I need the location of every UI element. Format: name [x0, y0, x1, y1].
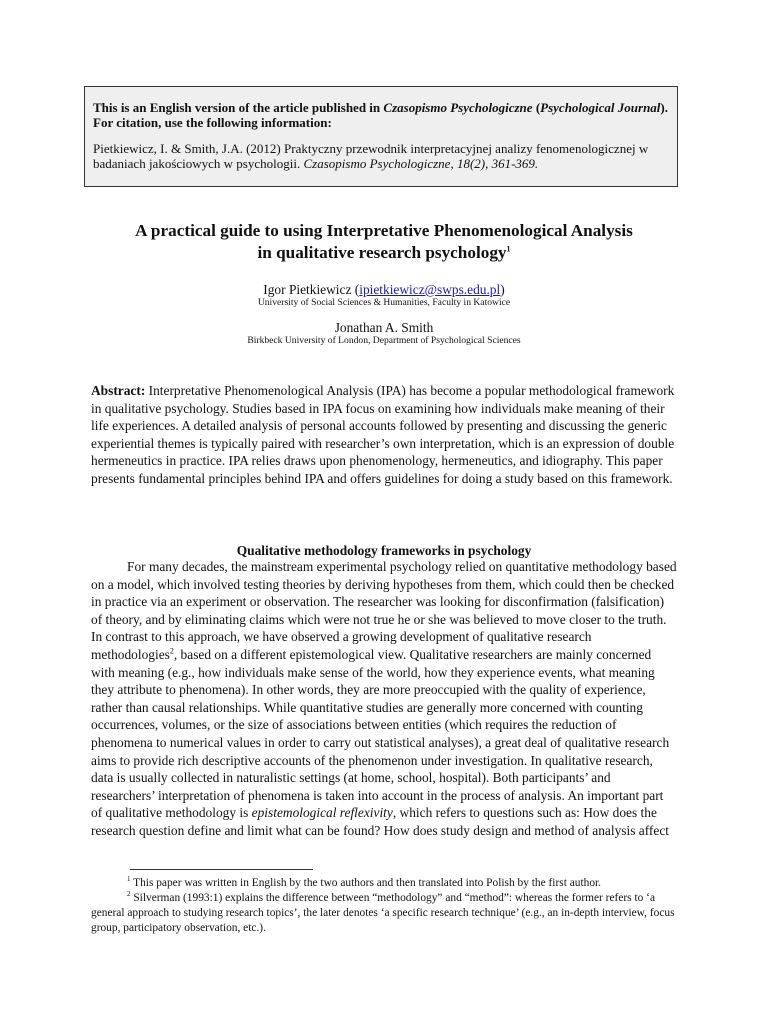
author-1 — [0, 282, 768, 298]
citation-journal: Czasopismo Psychologiczne, 18(2), 361-369. — [303, 156, 539, 171]
title-line-2 — [0, 242, 768, 264]
author-1-affiliation: University of Social Sciences & Humanities, Faculty in Katowice — [257, 297, 511, 308]
citation-notice-box — [84, 86, 678, 187]
notice-text: This is an English version of the article published in — [93, 100, 384, 115]
citation-reference: Pietkiewicz, I. & Smith, J.A. (2012) Praktyczny przewodnik interpretacyjnej analizy fenomenologicznej w badaniach jakościowych w psychologii. — [93, 141, 649, 171]
footnote-2-marker: 2 — [127, 890, 131, 899]
title-line-1: A practical guide to using Interpretative Phenomenological Analysis — [135, 221, 633, 240]
abstract-text: Interpretative Phenomenological Analysis (IPA) has become a popular methodological framework in qualitative psychology. Studies based in IPA focus on examining how individuals make meaning of their life experiences. A detailed analysis of personal accounts followed by presenting and discussing the generic experiential themes is typically paired with researcher’s own interpretation, which is an expression of double hermeneutics in practice. IPA relies draws upon phenomenology, hermeneutics, and idiography. This paper presents fundamental principles behind IPA and offers guidelines for doing a study based on this framework. — [91, 383, 675, 486]
footnotes — [91, 876, 677, 936]
author-1-name: Igor Pietkiewicz ( — [263, 282, 360, 297]
paragraph-footnote-marker[interactable]: 2 — [169, 646, 174, 656]
notice-journal-name: Czasopismo Psychologiczne — [383, 100, 533, 115]
citation-text — [93, 141, 669, 171]
abstract-label: Abstract: — [91, 383, 146, 398]
title-line-2-text: in qualitative research psychology — [257, 243, 507, 262]
notice-line-2: For citation, use the following information: — [93, 115, 332, 130]
title-footnote-marker[interactable]: 1 — [506, 244, 511, 254]
paragraph-text: , which refers to questions such as: How does the research question define and limit what can be found? How does study design and method of analysis affect — [91, 805, 669, 838]
footnote-2-text: Silverman (1993:1) explains the difference between “methodology” and “method”: whereas the former refers to ‘a general approach to studying research topics’, the later denotes ‘a specific research technique’ (e.g., an in-depth interview, focus group, participatory observation, etc.). — [91, 892, 675, 934]
footnote-2 — [91, 891, 677, 936]
section-heading: Qualitative methodology frameworks in psychology — [236, 543, 532, 558]
notice-journal-name-english: Psychological Journal — [540, 100, 661, 115]
footnote-1-marker: 1 — [127, 875, 131, 884]
section-paragraph — [91, 558, 677, 840]
paragraph-italic-term: epistemological reflexivity — [251, 805, 393, 821]
footnote-1 — [91, 876, 677, 891]
footnote-separator — [130, 869, 313, 870]
paragraph-text: , based on a different epistemological view. Qualitative researchers are mainly concerned with meaning (e.g., how individuals make sense of the world, how they experience events, what meaning they attribute to phenomena). In other words, they are more preoccupied with the quality of experience, rather than causal relationships. While quantitative studies are generally more concerned with counting occurrences, volumes, or the size of associations between entities (which requires the reduction of phenomena to numerical values in order to carry out statistical analyses), a great deal of qualitative research aims to provide rich descriptive accounts of the phenomenon under investigation. In qualitative research, data is usually collected in naturalistic settings (at home, school, hospital). Both participants’ and researchers’ interpretation of phenomena is taken into account in the process of analysis. An important part of qualitative methodology is — [91, 646, 670, 821]
author-2-affiliation: Birkbeck University of London, Department of Psychological Sciences — [247, 335, 521, 346]
paper-title — [0, 220, 768, 264]
author-1-email-link[interactable]: ipietkiewicz@swps.edu.pl — [359, 282, 501, 297]
notice-text: ). — [660, 100, 669, 115]
notice-text: ( — [532, 100, 541, 115]
footnote-1-text: This paper was written in English by the two authors and then translated into Polish by the first author. — [130, 877, 602, 889]
notice-line-1 — [93, 100, 669, 115]
author-2: Jonathan A. Smith — [334, 320, 434, 335]
author-1-name-close: ) — [500, 282, 505, 297]
paragraph-text: For many decades, the mainstream experimental psychology relied on quantitative methodology based on a model, which involved testing theories by deriving hypotheses from them, which could then be checked in practice via an experiment or observation. The researcher was looking for disconfirmation (falsification) of theory, and by eliminating claims which were not true he or she was believed to move closer to the truth. In contrast to this approach, we have observed a growing development of qualitative research methodologies — [91, 559, 677, 662]
abstract — [91, 382, 677, 488]
